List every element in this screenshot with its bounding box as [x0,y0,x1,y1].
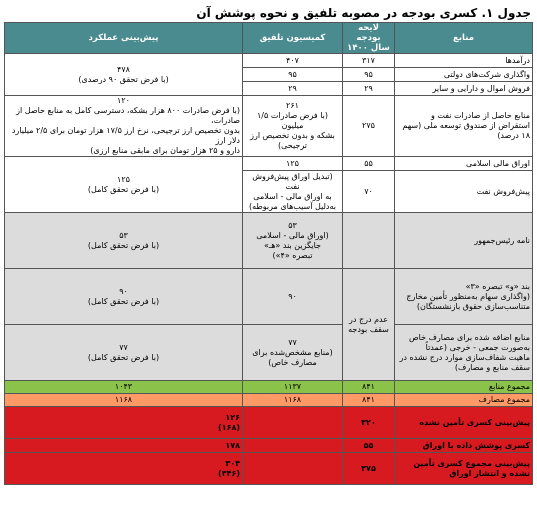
row-forecast: ۵۳ (با فرض تحقق کامل) [5,213,243,269]
deficit-row [5,439,533,453]
deficit-forecast: ۱۷۸ [5,439,243,453]
header-forecast: پیش‌بینی عملکرد [5,23,243,54]
total-bill: ۸۴۱ [343,381,395,394]
deficit-bill: ۳۷۵ [343,453,395,485]
total-row [5,394,533,407]
row-bill: ۹۵ [343,68,395,82]
total-bill: ۸۴۱ [343,394,395,407]
row-bill [343,213,395,269]
total-label: مجموع منابع [395,381,533,394]
row-commission: ۵۳ (اوراق مالی - اسلامی جایگزین بند «هـ» تبصره «۴») [243,213,343,269]
total-forecast: ۱۱۶۸ [5,394,243,407]
row-source: منابع حاصل از صادرات نفت و استقراض از صندوق توسعه ملی (سهم ۱۸ درصد) [395,96,533,157]
row-commission: ۴۰۷ [243,54,343,68]
row-source: بند «و» تبصره «۳» (واگذاری سهام به‌منظور تأمین مخارج متناسب‌سازی حقوق بازنشستگان) [395,269,533,325]
row-bill: ۷۰ [343,171,395,213]
row-bill: عدم درج در سقف بودجه [343,269,395,381]
total-forecast: ۱۰۴۳ [5,381,243,394]
row-commission: ۹۰ [243,269,343,325]
deficit-forecast: ۳۰۴ (۳۴۶) [5,453,243,485]
table-title: جدول ۱. کسری بودجه در مصوبه تلفیق و نحوه پوشش آن [196,6,531,20]
deficit-row [5,453,533,485]
table-row [5,157,533,171]
row-source: واگذاری شرکت‌های دولتی [395,68,533,82]
deficit-commission [243,453,343,485]
table-row [5,54,533,68]
row-forecast: ۷۷ (با فرض تحقق کامل) [5,325,243,381]
row-commission: (تبدیل اوراق پیش‌فروش نفت به اوراق مالی - اسلامی به‌دلیل آسیب‌های مربوطه) [243,171,343,213]
row-forecast: ۹۰ (با فرض تحقق کامل) [5,269,243,325]
row-source: نامه رئیس‌جمهور [395,213,533,269]
row-bill: ۲۹ [343,82,395,96]
deficit-bill: ۳۲۰ [343,407,395,439]
row-forecast: ۱۲۵ (با فرض تحقق کامل) [5,157,243,213]
header-commission: کمیسیون تلفیق [243,23,343,54]
deficit-row [5,407,533,439]
deficit-bill: ۵۵ [343,439,395,453]
total-row [5,381,533,394]
deficit-forecast: ۱۲۶ (۱۶۸) [5,407,243,439]
row-bill: ۳۱۷ [343,54,395,68]
total-commission: ۱۱۳۷ [243,381,343,394]
row-source: اوراق مالی اسلامی [395,157,533,171]
row-source: درآمدها [395,54,533,68]
deficit-commission [243,407,343,439]
table-row [5,325,533,381]
total-commission: ۱۱۶۸ [243,394,343,407]
deficit-label: کسری پوشش داده با اوراق [395,439,533,453]
row-forecast: ۴۷۸ (با فرض تحقق ۹۰ درصدی) [5,54,243,96]
row-commission: ۲۹ [243,82,343,96]
row-forecast: ۱۲۰ (با فرض صادرات ۸۰۰ هزار بشکه، دسترسی کامل به منابع حاصل از صادرات، بدون تخصیص ارز ترجیحی، نرخ ارز ۱۷/۵ هزار تومان برای ۲/۵ میلیارد دلار ارز دارو و ۲۵ هزار تومان برای مابقی منابع ارزی) [5,96,243,157]
total-label: مجموع مصارف [395,394,533,407]
row-commission: ۲۶۱ (با فرض صادرات ۱/۵ میلیون بشکه و بدون تخصیص ارز ترجیحی) [243,96,343,157]
header-bill: لایحه بودجه سال ۱۴۰۰ [343,23,395,54]
deficit-label: پیش‌بینی کسری تأمین نشده [395,407,533,439]
row-source: فروش اموال و دارایی و سایر [395,82,533,96]
row-source: پیش‌فروش نفت [395,171,533,213]
header-source: منابع [395,23,533,54]
budget-deficit-table [4,22,533,485]
row-commission: ۷۷ (منابع مشخص‌شده برای مصارف خاص) [243,325,343,381]
table-row [5,269,533,325]
row-source: منابع اضافه شده برای مصارف خاص به‌صورت جمعی - خرجی (عمدتاً ماهیت شفاف‌سازی موارد درج نشده در سقف منابع و مصارف) [395,325,533,381]
table-row [5,96,533,157]
row-bill: ۲۷۵ [343,96,395,157]
deficit-label: پیش‌بینی مجموع کسری تأمین نشده و انتشار اوراق [395,453,533,485]
row-commission: ۱۲۵ [243,157,343,171]
deficit-commission [243,439,343,453]
row-commission: ۹۵ [243,68,343,82]
row-bill: ۵۵ [343,157,395,171]
header-row [5,23,533,54]
table-row [5,213,533,269]
